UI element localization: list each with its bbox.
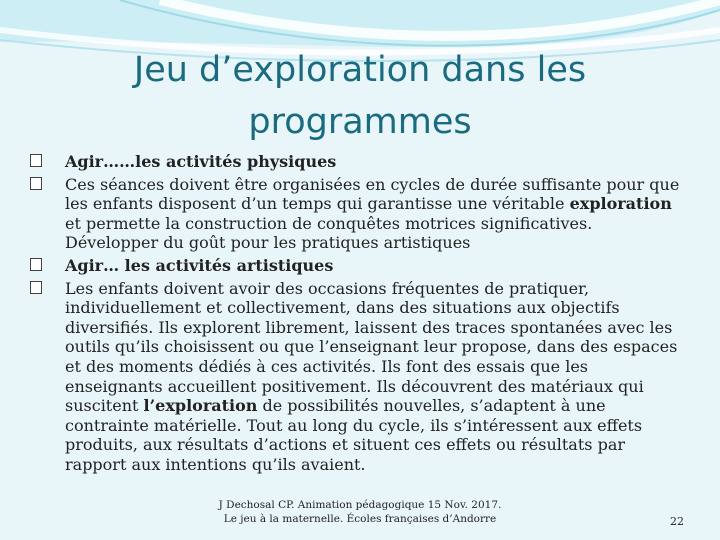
checkbox-bullet-icon [30, 177, 42, 190]
bullet-text-part: de possibilités nouvelles, s’adaptent à une contrainte matérielle. Tout au long du cycle, ils s’intéressent aux effets produits, aux résultats d’actions et situent ces effets ou résultats par rapport aux intentions qu’ils avaient. [65, 396, 643, 474]
slide-title [60, 44, 660, 148]
checkbox-bullet-icon [30, 154, 42, 167]
bullet-item [30, 279, 680, 475]
title-line-1: Jeu d’exploration dans les [133, 50, 587, 90]
bullet-text: Agir… les activités artistiques [65, 255, 334, 275]
bullet-item [30, 152, 680, 172]
bullet-text-emphasis: exploration [569, 194, 672, 214]
title-line-2: programmes [248, 102, 472, 142]
page-number: 22 [670, 515, 684, 528]
slide-body [30, 152, 680, 478]
bullet-text-part: Ces séances doivent être organisées en cycles de durée suffisante pour que les enfants disposent d’un temps qui garantisse une véritable [65, 174, 680, 214]
checkbox-bullet-icon [30, 281, 42, 294]
bullet-text-part: et permette la construction de conquêtes motrices significatives. Développer du goût pour les pratiques artistiques [65, 213, 593, 253]
bullet-text-emphasis: l’exploration [143, 396, 258, 416]
bullet-item [30, 175, 680, 253]
bullet-text: Agir……les activités physiques [65, 152, 337, 171]
bullet-text-part: Les enfants doivent avoir des occasions fréquentes de pratiquer, individuellement et collectivement, dans des situations aux objectifs diversifiés. Ils explorent librement, laissent des traces spontanées avec les outils qu’ils choisissent ou que l’enseignant leur propose, dans des espaces et des moments dédiés à ces activités. Ils font des essais que les enseignants accueillent positivement. Ils découvrent des matériaux qui suscitent [65, 278, 678, 416]
slide-footer [180, 498, 540, 526]
footer-line-2: Le jeu à la maternelle. Écoles françaises d’Andorre [223, 513, 497, 525]
checkbox-bullet-icon [30, 258, 42, 271]
bullet-item [30, 256, 680, 276]
footer-line-1: J Dechosal CP. Animation pédagogique 15 Nov. 2017. [218, 499, 502, 511]
